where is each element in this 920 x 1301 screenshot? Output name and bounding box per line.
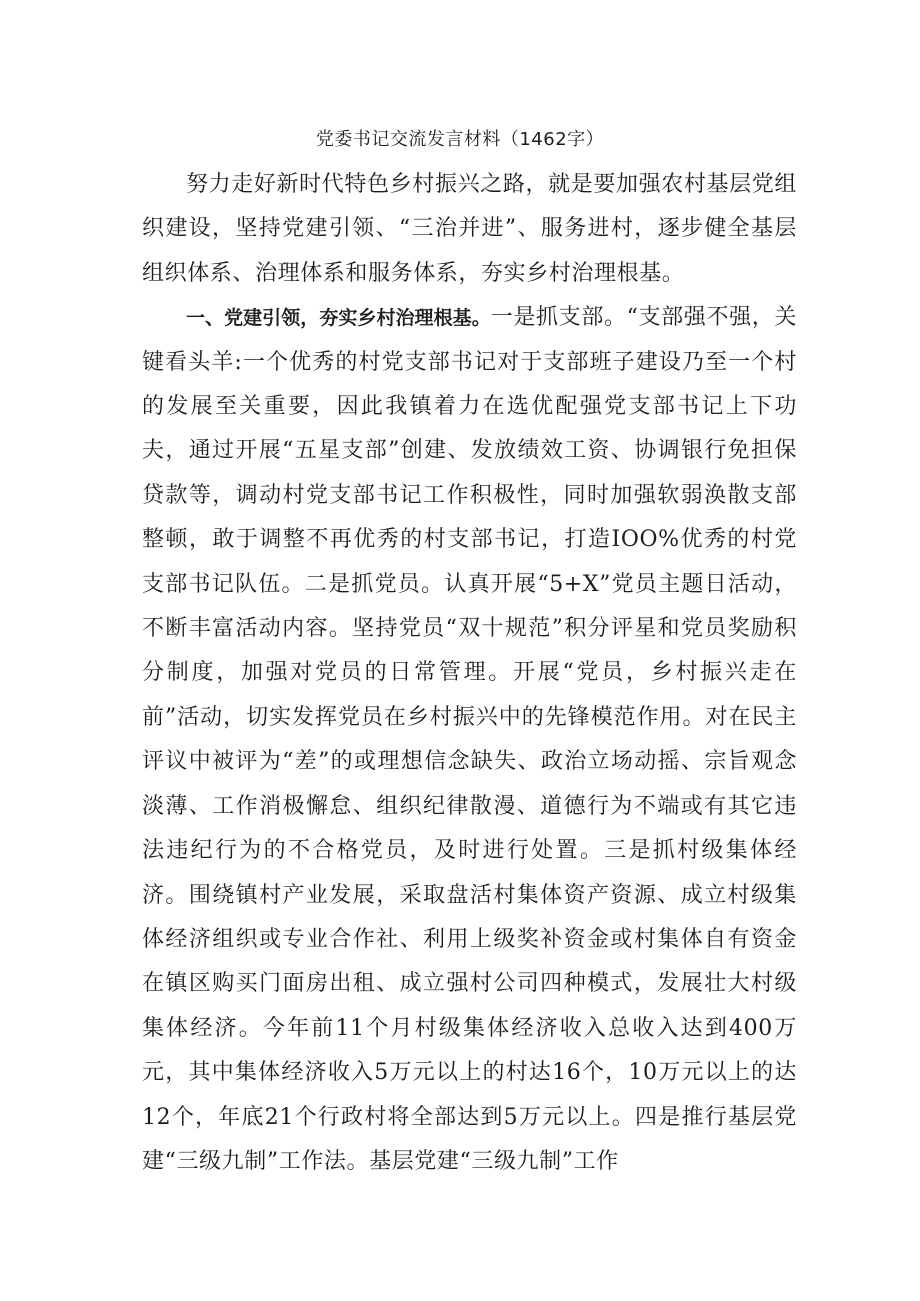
section-1-heading: 一、党建引领，夯实乡村治理根基。 (186, 307, 491, 330)
intro-paragraph: 努力走好新时代特色乡村振兴之路，就是要加强农村基层党组织建设，坚持党建引领、“三治并进”、服务进村，逐步健全基层组织体系、治理体系和服务体系，夯实乡村治理根基。 (142, 172, 797, 286)
section-1-paragraph (142, 296, 797, 1184)
section-1-body: 一是抓支部。“支部强不强，关键看头羊:一个优秀的村党支部书记对于支部班子建设乃至一个村的发展至关重要，因此我镇着力在选优配强党支部书记上下功夫，通过开展“五星支部”创建、发放绩效工资、协调银行免担保贷款等，调动村党支部书记工作积极性，同时加强软弱涣散支部整顿，敢于调整不再优秀的村支部书记，打造IOO%优秀的村党支部书记队伍。二是抓党员。认真开展“5+X”党员主题日活动，不断丰富活动内容。坚持党员“双十规范”积分评星和党员奖励积分制度，加强对党员的日常管理。开展“党员，乡村振兴走在前”活动，切实发挥党员在乡村振兴中的先锋模范作用。对在民主评议中被评为“差”的或理想信念缺失、政治立场动摇、宗旨观念淡薄、工作消极懈怠、组织纪律散漫、道德行为不端或有其它违法违纪行为的不合格党员，及时进行处置。三是抓村级集体经济。围绕镇村产业发展，采取盘活村集体资产资源、成立村级集体经济组织或专业合作社、利用上级奖补资金或村集体自有资金在镇区购买门面房出租、成立强村公司四种模式，发展壮大村级集体经济。今年前11个月村级集体经济收入总收入达到400万元，其中集体经济收入5万元以上的村达16个，10万元以上的达12个，年底21个行政村将全部达到5万元以上。四是推行基层党建“三级九制”工作法。基层党建“三级九制”工作 (142, 305, 797, 1174)
document-title: 党委书记交流发言材料（1462字） (315, 129, 605, 150)
document-body (142, 163, 797, 1184)
